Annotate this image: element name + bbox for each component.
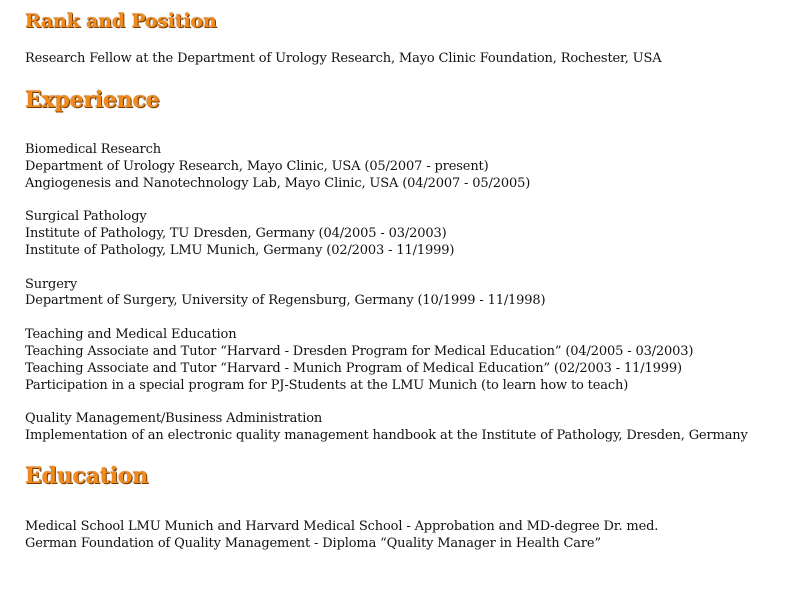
education-heading: Education	[25, 463, 149, 489]
exp-line: Institute of Pathology, TU Dresden, Germany (04/2005 - 03/2003)	[25, 226, 447, 241]
experience-heading: Experience	[25, 87, 160, 113]
exp-group-title: Surgical Pathology	[25, 209, 147, 224]
rank-heading: Rank and Position	[25, 10, 217, 32]
education-line: Medical School LMU Munich and Harvard Medical School - Approbation and MD-degree Dr. med.	[25, 519, 659, 534]
exp-line: Teaching Associate and Tutor “Harvard - Dresden Program for Medical Education” (04/2005 - 03/2003)	[25, 344, 694, 359]
exp-group-title: Teaching and Medical Education	[25, 327, 237, 342]
exp-line: Teaching Associate and Tutor “Harvard - Munich Program of Medical Education” (02/2003 - 11/1999)	[25, 361, 682, 376]
exp-line: Department of Urology Research, Mayo Clinic, USA (05/2007 - present)	[25, 159, 489, 174]
exp-group-title: Biomedical Research	[25, 142, 161, 157]
exp-line: Department of Surgery, University of Regensburg, Germany (10/1999 - 11/1998)	[25, 293, 546, 308]
exp-line: Implementation of an electronic quality management handbook at the Institute of Pathology, Dresden, Germany	[25, 428, 748, 443]
exp-line: Participation in a special program for PJ-Students at the LMU Munich (to learn how to teach)	[25, 378, 629, 393]
exp-group-title: Quality Management/Business Administration	[25, 411, 323, 426]
exp-line: Institute of Pathology, LMU Munich, Germany (02/2003 - 11/1999)	[25, 243, 455, 258]
education-line: German Foundation of Quality Management - Diploma “Quality Manager in Health Care”	[25, 536, 601, 551]
exp-group-title: Surgery	[25, 277, 78, 292]
exp-line: Angiogenesis and Nanotechnology Lab, Mayo Clinic, USA (04/2007 - 05/2005)	[25, 176, 531, 191]
rank-text: Research Fellow at the Department of Urology Research, Mayo Clinic Foundation, Rochester, USA	[25, 51, 662, 66]
